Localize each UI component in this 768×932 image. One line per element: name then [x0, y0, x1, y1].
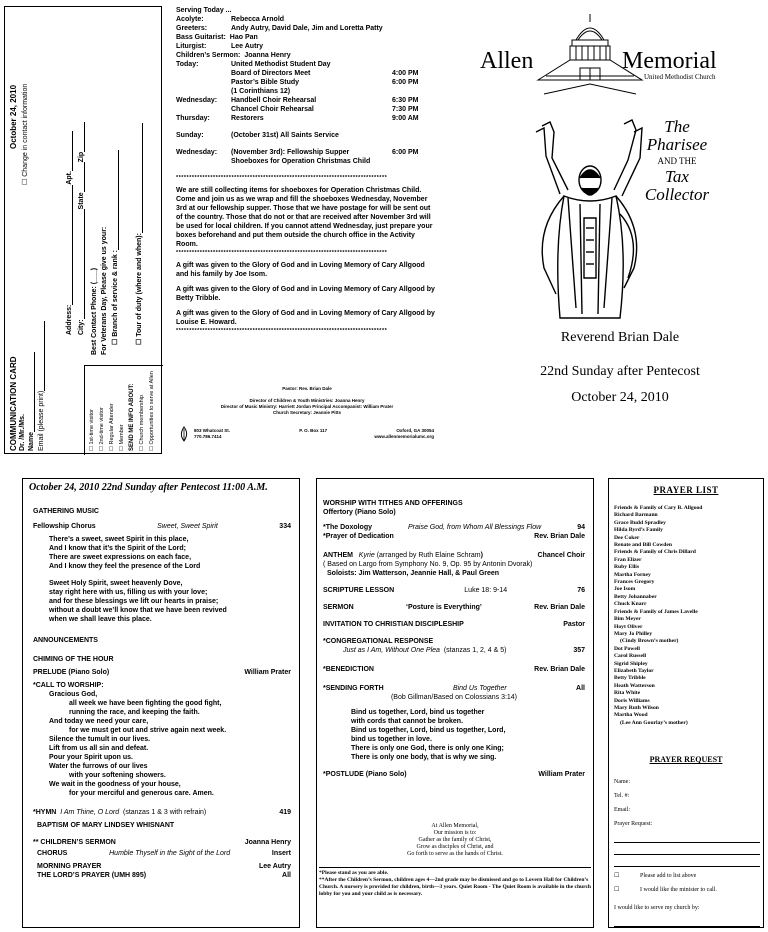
fellowship-chorus-row — [33, 522, 291, 531]
serving-row — [176, 33, 438, 42]
litany-line: Pour your Spirit upon us. — [49, 754, 133, 761]
send-info-label: SEND ME INFO ABOUT: — [129, 383, 135, 451]
city-field[interactable] — [77, 209, 85, 319]
dedication-leader: Rev. Brian Dale — [534, 533, 585, 540]
doxology-row — [323, 523, 585, 532]
city-state-zip: Oxford, GA 30054 — [396, 428, 434, 433]
serve-line[interactable] — [614, 915, 760, 927]
communication-card — [4, 6, 162, 454]
schedule-event: Pastor’s Bible Study — [231, 79, 300, 86]
title-and-the: AND THE — [657, 156, 697, 166]
schedule-day: Wednesday: — [176, 149, 218, 156]
benediction-row — [323, 665, 585, 674]
prayer-name: Chuck Knarr — [614, 601, 647, 608]
serving-person: Rebecca Arnold — [231, 16, 285, 23]
lyric-line: when we shall leave this place. — [49, 616, 152, 623]
serving-row — [176, 51, 438, 60]
anthem-row: ANTHEM Kyrie (arranged by Ruth Elaine Schram) Chancel Choir — [323, 552, 585, 559]
sending-forth-by: All — [576, 685, 585, 692]
schedule-time: 6:00 PM — [392, 79, 419, 86]
invitation-leader: Pastor — [563, 621, 585, 628]
schedule-day: Today: — [176, 61, 199, 68]
prayer-name: Martha Wood — [614, 712, 648, 719]
prayer-name: Joe Isom — [614, 586, 636, 593]
litany-line: for your merciful and generous care. Amen. — [69, 790, 214, 797]
chorus-verse-1 — [33, 535, 291, 571]
postlude-performer: William Prater — [538, 771, 585, 778]
info-label: Opportunities to serve at Allen — [149, 371, 155, 445]
lyric-line: And I know they feel the presence of the Lord — [49, 563, 201, 570]
request-text-line[interactable] — [614, 855, 760, 867]
prayer-name: Betty Tribble — [614, 675, 646, 682]
prayer-name: Martha Forney — [614, 571, 651, 578]
schedule-row — [176, 69, 438, 78]
schedule-time: 7:30 PM — [392, 106, 419, 113]
branch-field[interactable] — [111, 150, 119, 250]
doxology-number: 94 — [577, 524, 585, 531]
chorus-verse-2 — [33, 579, 291, 624]
serving-row — [176, 15, 438, 24]
postlude-label: *POSTLUDE (Piano Solo) — [323, 771, 407, 778]
state-label: State — [78, 192, 85, 210]
prayer-name: Mary Ruth Wilson — [614, 704, 659, 711]
apt-field[interactable] — [65, 131, 73, 171]
logo-word-memorial: Memorial — [622, 48, 717, 74]
litany-line: with your softening showers. — [69, 772, 166, 779]
po-box: P. O. Box 117 — [299, 428, 328, 433]
lyric-line: There is only one body, that is why we sing. — [351, 754, 497, 761]
anthem-label: ANTHEM — [323, 552, 353, 559]
gathering-music: GATHERING MUSIC — [33, 508, 99, 515]
request-text-label: Prayer Request: — [614, 821, 653, 827]
serving-role: Acolyte: — [176, 16, 204, 23]
schedule-event: (October 31st) All Saints Service — [231, 132, 339, 139]
schedule-event: Shoeboxes for Operation Christmas Child — [231, 158, 371, 165]
schedule-day — [176, 105, 231, 114]
prayer-name: Friends & Family of Chris Dillard — [614, 549, 696, 556]
serving-person: Andy Autry, David Dale, Jim and Loretta Patty — [231, 25, 383, 32]
staff-listing — [176, 386, 438, 416]
memorial-gift: A gift was given to the Glory of God and in Loving Memory of Cary Allgood by Louise E. Howard. — [176, 310, 435, 326]
hymn-title: I Am Thine, O Lord — [60, 809, 120, 816]
prayer-name: Ruby Ellis — [614, 564, 640, 571]
name-label: Name — [28, 431, 35, 451]
lyric-line: stay right here with us, filling us with your love; — [49, 589, 208, 596]
anthem-performer: Chancel Choir — [537, 552, 585, 559]
secretary-line: Church Secretary: Jeannie Pitts — [272, 410, 342, 415]
anthem-soloists: Soloists: Jim Watterson, Jeannie Hall, & Paul Green — [327, 570, 500, 577]
logo-word-allen: Allen — [480, 48, 534, 74]
mission-line: Our mission is to: — [433, 830, 477, 836]
schedule-row — [176, 114, 438, 123]
sending-forth-label: *SENDING FORTH — [323, 685, 384, 692]
schedule-time: 6:30 PM — [392, 97, 419, 104]
litany-line: We wait in the goodness of your house, — [49, 781, 181, 788]
benediction-label: *BENEDICTION — [323, 666, 374, 673]
schedule-time: 6:00 PM — [392, 149, 419, 156]
status-checkbox[interactable]: ☐ — [119, 444, 125, 451]
litany-line: Gracious God, — [49, 691, 98, 698]
sending-forth-row — [323, 684, 585, 693]
phone-label: Best Contact Phone: (___) — [91, 267, 98, 355]
dedication-row — [323, 532, 585, 541]
comm-card-title: COMMUNICATION CARD — [9, 356, 18, 451]
hymn-note: (stanzas 1 & 3 with refrain) — [123, 809, 207, 816]
mission-line: Go forth to serve as the hands of Christ. — [407, 851, 503, 857]
communication-card-content — [5, 7, 163, 455]
prelude-performer: William Prater — [244, 669, 291, 676]
info-label: Church membership — [139, 395, 145, 445]
lyric-line: There is only one God, there is only one King; — [351, 745, 504, 752]
lyric-line: Sweet Holy Spirit, sweet heavenly Dove, — [49, 580, 183, 587]
anthem-source: ( Based on Largo from Symphony No. 9, Op. 95 by Antonin Dvorak) — [323, 561, 533, 568]
info-checkbox[interactable]: ☐ — [139, 444, 145, 451]
prayer-request-title: PRAYER REQUEST — [649, 755, 723, 764]
litany-line: for we must get out and strive again next week. — [69, 727, 227, 734]
prayer-list-panel — [608, 478, 764, 928]
serving-row — [176, 24, 438, 33]
schedule-row — [176, 157, 438, 166]
morning-prayer-leader: Lee Autry — [258, 863, 291, 870]
website-link[interactable]: www.allenmemorialumc.org — [374, 434, 434, 439]
doxology-title: Praise God, from Whom All Blessings Flow — [408, 524, 542, 531]
status-checkbox[interactable]: ☐ — [109, 444, 115, 451]
star-divider: ******************************************************************************** — [176, 328, 388, 334]
shoebox-note: We are still collecting items for shoeboxes for Operation Christmas Child. Come and join us as we wrap and fill the shoeboxes Wednesday, November 3rd at our fellowship supper. Those that we have postage for will be sent out of the country. Those that do not or that are received after November 3rd will be used for local children. If you cannot attend Wednesday, just prepare your boxes beforehand and put them outside the church office in the Activity Room. — [176, 187, 433, 248]
order-of-worship-page-2 — [316, 478, 594, 928]
change-info-checkbox[interactable]: ☐ — [22, 176, 29, 185]
schedule-day: Sunday: — [176, 132, 204, 139]
status-checkbox[interactable]: ☐ — [89, 444, 95, 451]
fellowship-number: 334 — [279, 523, 291, 530]
litany-line: And today we need your care, — [49, 718, 149, 725]
doxology-label: *The Doxology — [323, 524, 373, 531]
prayer-name: Betty Johannaber — [614, 593, 657, 600]
mission-line: Grow as disciples of Christ, and — [416, 844, 494, 850]
lyric-line: Bind us together, Lord, bind us together — [351, 709, 485, 716]
minister-call-checkbox[interactable]: ☐ — [614, 887, 620, 893]
schedule-day — [176, 87, 231, 96]
schedule-row — [176, 105, 438, 114]
schedule-row — [176, 96, 438, 105]
childrens-church-note: **After the Children’s Sermon, children ages 4—2nd grade may be dismissed and go to Lovern Hall for Children’s Church. A nursery is provided for children, birth—3 years. Quiet Room - The Quiet Room is available in the church lobby for you and your child as is necessary. — [319, 877, 591, 897]
church-phone: 770.786.7414 — [194, 434, 222, 439]
prayer-names — [614, 505, 762, 727]
request-text-line[interactable] — [614, 843, 760, 855]
serving-role: Bass Guitarist: — [176, 34, 226, 41]
childrens-sermon-leader: Joanna Henry — [244, 839, 291, 846]
announcements: ANNOUNCEMENTS — [33, 637, 98, 644]
schedule-time: 4:00 PM — [392, 70, 419, 77]
morning-prayer-label: MORNING PRAYER — [37, 863, 102, 870]
add-to-list-checkbox[interactable]: ☐ — [614, 873, 620, 879]
address-label: Address: — [66, 304, 73, 335]
serving-role: Children’s Sermon: — [176, 52, 241, 59]
tour-label: Tour of duty (where and when): — [136, 233, 143, 337]
prayer-name: Friends & Family of Cary B. Allgood — [614, 505, 703, 511]
church-address — [194, 428, 434, 440]
branch-checkbox[interactable]: ☐ — [112, 336, 119, 345]
prayer-list-title: PRAYER LIST — [653, 485, 719, 495]
sermon-title-graphic — [622, 118, 732, 204]
lyric-line: Bind us together, Lord, bind us together, Lord, — [351, 727, 506, 734]
baptism: BAPTISM OF MARY LINDSEY WHISNANT — [37, 822, 175, 829]
service-header: October 24, 2010 22nd Sunday after Pentecost 11:00 A.M. — [29, 482, 268, 493]
chorus-insert: Insert — [271, 850, 291, 857]
scripture-number: 76 — [577, 587, 585, 594]
anthem-title: Kyrie — [358, 552, 375, 559]
mission-statement — [317, 823, 593, 858]
card-date: October 24, 2010 — [9, 84, 18, 149]
lyric-line: without a doubt we’ll know that we have been revived — [49, 607, 227, 614]
request-email-label: Email: — [614, 807, 630, 813]
prayer-name: Hilda Byrd’s Family — [614, 527, 663, 534]
serving-person: Hao Pan — [229, 34, 258, 41]
morning-prayer-row — [33, 862, 291, 871]
prayer-request-form — [614, 775, 760, 927]
schedule-row — [176, 87, 438, 96]
schedule — [176, 60, 438, 123]
memorial-gift: A gift was given to the Glory of God and in Loving Memory of Cary Allgood and his family by Joe Isom. — [176, 262, 425, 278]
call-to-worship-label: *CALL TO WORSHIP: — [33, 682, 104, 689]
schedule-time — [392, 60, 438, 69]
schedule-event: Restorers — [231, 115, 264, 122]
service-notes — [319, 867, 591, 898]
city-label: City: — [78, 319, 85, 335]
prayer-name: (Lee Ann Gourlay’s mother) — [620, 719, 688, 726]
state-field[interactable] — [77, 162, 85, 192]
prayer-name: Rita White — [614, 690, 641, 697]
cover-sunday: 22nd Sunday after Pentecost — [540, 364, 700, 379]
name-field[interactable] — [27, 352, 35, 432]
offertory: Offertory (Piano Solo) — [323, 509, 396, 516]
request-name-label: Name: — [614, 779, 630, 785]
title-pharisee: Pharisee — [646, 135, 708, 154]
sermon-title: ‘Posture is Everything’ — [406, 604, 482, 611]
info-checkbox[interactable]: ☐ — [149, 444, 155, 451]
lyric-line: There’s a sweet, sweet Spirit in this place, — [49, 536, 189, 543]
chorus-row — [33, 849, 291, 858]
prayer-name: Bim Meyer — [614, 616, 641, 623]
pastor-line: Pastor: Rev. Brian Dale — [282, 386, 332, 391]
response-row — [323, 646, 585, 655]
schedule-time: 9:00 AM — [392, 115, 419, 122]
schedule-day — [176, 78, 231, 87]
prayer-name: Doris Williams — [614, 697, 650, 704]
name-prefix-label: Dr. /Mr./Ms. — [19, 414, 26, 451]
change-info-label: Change in contact information — [22, 83, 29, 177]
prayer-name: Friends & Family of James Lavelle — [614, 608, 698, 615]
litany-line: Water the furrows of our lives — [49, 763, 148, 770]
benediction-leader: Rev. Brian Dale — [534, 666, 585, 673]
cover-date: October 24, 2010 — [571, 390, 669, 405]
schedule-row — [176, 78, 438, 87]
status-label: Regular Attender — [109, 403, 115, 445]
chiming-of-the-hour: CHIMING OF THE HOUR — [33, 656, 114, 663]
sending-forth-title: Bind Us Together — [452, 685, 507, 692]
zip-label: Zip — [78, 151, 85, 163]
title-collector: Collector — [644, 185, 710, 204]
chorus-label: CHORUS — [37, 850, 68, 857]
hymn-number: 419 — [279, 809, 291, 816]
sermon-preacher: Rev. Brian Dale — [534, 604, 585, 611]
schedule-event: United Methodist Student Day — [231, 61, 331, 68]
serving-person: Lee Autry — [231, 43, 264, 50]
stand-note: *Please stand as you are able. — [319, 870, 389, 876]
schedule-row — [176, 148, 438, 157]
litany-line: Lift from us all sin and defeat. — [49, 745, 149, 752]
invitation-row — [323, 620, 585, 629]
branch-label: Branch of service & rank : — [112, 250, 119, 337]
schedule-event: Board of Directors Meet — [231, 70, 311, 77]
email-label: Email (please print) — [38, 390, 45, 451]
lords-prayer-leader: All — [282, 872, 291, 879]
status-label: Member — [119, 424, 125, 445]
chorus-title: Humble Thyself in the Sight of the Lord — [109, 850, 231, 857]
tour-field[interactable] — [135, 123, 143, 233]
lyric-line: bind us together in love. — [351, 736, 432, 743]
schedule-row — [176, 60, 438, 69]
sermon-label: SERMON — [323, 604, 354, 611]
response-title: Just as I Am, Without One Plea — [343, 647, 440, 654]
litany-line: running the race, and keeping the faith. — [69, 709, 200, 716]
add-to-list-label: Please add to list above — [640, 873, 697, 879]
litany-line: all week we have been fighting the good fight, — [69, 700, 222, 707]
serving-row — [176, 42, 438, 51]
star-divider: ******************************************************************************** — [176, 175, 388, 181]
title-the: The — [664, 117, 690, 136]
request-tel-label: Tel. #: — [614, 793, 630, 799]
sermon-row — [323, 603, 585, 612]
scripture-label: SCRIPTURE LESSON — [323, 587, 395, 594]
serving-role: Greeters: — [176, 25, 208, 32]
prayer-name: Renate and Bill Cowden — [614, 542, 672, 549]
status-label: 1st-time visitor — [89, 409, 95, 445]
lyric-line: There are sweet expressions on each face, — [49, 554, 192, 561]
invitation-label: INVITATION TO CHRISTIAN DISCIPLESHIP — [323, 621, 464, 628]
congregational-response-label: *CONGREGATIONAL RESPONSE — [323, 638, 434, 645]
serving-rows — [176, 15, 438, 60]
star-divider: ******************************************************************************** — [176, 250, 388, 256]
status-checkbox[interactable]: ☐ — [99, 444, 105, 451]
schedule-event: (November 3rd): Fellowship Supper — [231, 149, 350, 156]
scripture-reference: Luke 18: 9-14 — [464, 587, 508, 594]
fellowship-title: Sweet, Sweet Spirit — [157, 523, 218, 530]
schedule-row — [176, 131, 438, 140]
litany-line: Silence the tumult in our lives. — [49, 736, 151, 743]
schedule-event: Chancel Choir Rehearsal — [231, 106, 314, 113]
prayer-name: Richard Barmann — [614, 512, 658, 519]
schedule-day: Thursday: — [176, 115, 210, 122]
prayer-name: Elizabeth Taylor — [614, 667, 654, 674]
schedule-day: Wednesday: — [176, 97, 218, 104]
prelude-label: PRELUDE (Piano Solo) — [33, 669, 110, 676]
address-field[interactable] — [65, 185, 73, 305]
schedule-time — [392, 87, 438, 96]
apt-label: Apt. — [66, 171, 73, 185]
prayer-name: Sigrid Shipley — [614, 660, 648, 667]
prayer-name: Grace Budd Spradley — [614, 519, 666, 526]
prayer-name: Dot Powell — [614, 645, 640, 652]
sending-forth-lyrics — [323, 708, 585, 762]
children-director-line: Director of Children & Youth Ministries: Joanna Henry — [249, 398, 365, 403]
serving-person: Joanna Henry — [244, 52, 291, 59]
title-tax: Tax — [665, 167, 689, 186]
serving-role: Liturgist: — [176, 43, 207, 50]
prayer-name: Fran Elizer — [614, 556, 642, 563]
prayer-name: Dee Coker — [614, 534, 640, 541]
childrens-sermon-row — [33, 838, 291, 847]
veterans-label: For Veterans Day, Please give us your: — [101, 226, 108, 355]
scripture-row — [323, 586, 585, 595]
status-label: 2nd-time visitor — [99, 407, 105, 445]
music-director-line: Director of Music Ministry: Harriett Jordan Principal Accompanist: William Prater — [220, 404, 394, 409]
lords-prayer-row — [33, 871, 291, 880]
lyric-line: and for these blessings we lift our hearts in praise; — [49, 598, 219, 605]
prayer-name: Carol Russell — [614, 653, 647, 660]
schedule-event: (1 Corinthians 12) — [231, 88, 291, 95]
tour-checkbox[interactable]: ☐ — [136, 336, 143, 345]
sending-forth-source: (Bob Gillman/Based on Colossians 3:14) — [390, 694, 518, 701]
prayer-name: Hoyt Oliver — [614, 623, 643, 630]
serving-today-panel — [176, 6, 438, 336]
childrens-sermon-label: ** CHILDREN’S SERMON — [33, 839, 116, 846]
cross-flame-icon — [178, 426, 190, 442]
lords-prayer-label: THE LORD’S PRAYER (UMH 895) — [37, 872, 147, 879]
fellowship-label: Fellowship Chorus — [33, 523, 96, 530]
zip-field[interactable] — [77, 122, 85, 152]
email-field[interactable] — [37, 321, 45, 391]
cover-preacher: Reverend Brian Dale — [560, 330, 680, 345]
schedule-event: Handbell Choir Rehearsal — [231, 97, 317, 104]
prayer-name: Heath Watterson — [614, 682, 655, 689]
hymn-row — [33, 808, 291, 817]
prayer-name: Mary Jo Philley — [614, 630, 653, 637]
prayer-name: Frances Gregory — [614, 579, 655, 586]
call-to-worship-text — [33, 690, 291, 798]
memorial-gift: A gift was given to the Glory of God and in Loving Memory of Cary Allgood by Betty Tribble. — [176, 286, 435, 302]
logo-subtitle: United Methodist Church — [644, 73, 716, 81]
hymn-label: *HYMN — [33, 809, 57, 816]
postlude-row — [323, 770, 585, 779]
street-address: 803 Whatcoat St. — [194, 428, 231, 433]
prelude-row — [33, 668, 291, 677]
lyric-line: And I know that it’s the Spirit of the Lord; — [49, 545, 187, 552]
minister-call-label: I would like the minister to call. — [640, 887, 717, 893]
mission-line: Gather as the family of Christ, — [418, 837, 492, 843]
serving-heading: Serving Today ... — [176, 7, 232, 14]
request-text-line[interactable] — [614, 831, 760, 843]
schedule-day — [176, 69, 231, 78]
response-note: (stanzas 1, 2, 4 & 5) — [443, 647, 507, 654]
prayer-name: (Cindy Brown’s mother) — [620, 638, 679, 645]
serve-label: I would like to serve my church by: — [614, 905, 700, 911]
dedication-label: *Prayer of Dedication — [323, 533, 394, 540]
anthem-arranger: (arranged by Ruth Elaine Schram — [376, 552, 481, 559]
tithes-offerings: WORSHIP WITH TITHES AND OFFERINGS — [323, 500, 463, 507]
order-of-worship-page-1 — [22, 478, 300, 928]
lyric-line: with cords that cannot be broken. — [351, 718, 464, 725]
response-number: 357 — [573, 647, 585, 654]
mission-line: At Allen Memorial, — [431, 823, 479, 829]
